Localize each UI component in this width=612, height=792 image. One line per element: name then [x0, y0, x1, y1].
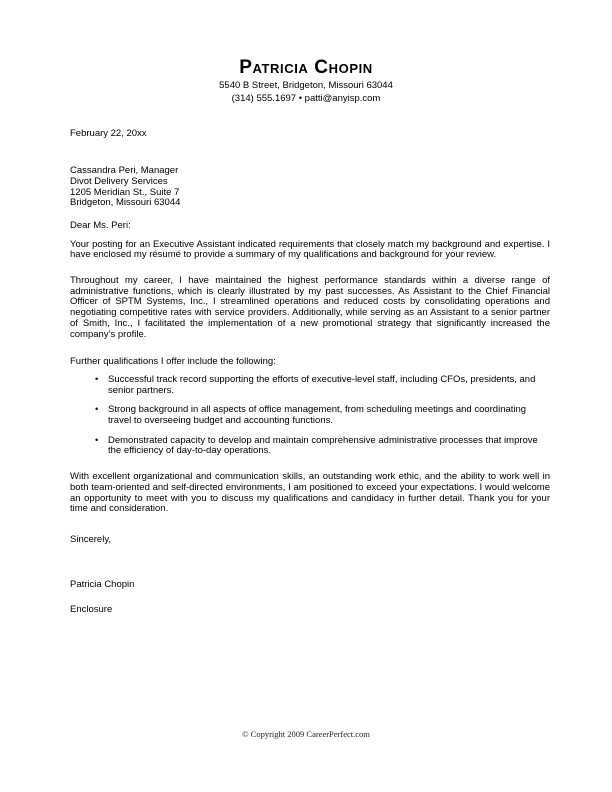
- qualification-text: Strong background in all aspects of office management, from scheduling meetings and coordinating travel to overseeing budget and accounting functions.: [108, 404, 527, 427]
- sender-address: 5540 B Street, Bridgeton, Missouri 63044: [219, 80, 393, 91]
- list-item: [95, 405, 543, 426]
- qualification-text: Successful track record supporting the efforts of executive-level staff, including CFOs, presidents, and senior partners.: [108, 373, 536, 396]
- recipient-city: Bridgeton, Missouri 63044: [70, 197, 181, 209]
- paragraph-experience: Throughout my career, I have maintained the highest performance standards within a diverse range of administrative functions, which is clearly illustrated by my past successes. As Assistant to the Chief Financial Officer of SPTM Systems, Inc., I streamlined operations and reduced costs by consolidating operations and negotiating competitive rates with service providers. Additionally, while serving as an Assistant to a senior partner of Smith, Inc., I facilitated the implementation of a new promotional strategy that significantly increased the company’s profile.: [70, 275, 550, 340]
- recipient-street: 1205 Meridian St., Suite 7: [70, 186, 180, 198]
- list-item: [95, 375, 543, 396]
- qualification-text: Demonstrated capacity to develop and maintain comprehensive administrative processes that improve the efficiency of day-to-day operations.: [108, 434, 538, 457]
- letter-body: [0, 129, 612, 616]
- sender-name: Patricia Chopin: [239, 57, 373, 78]
- list-item: [95, 436, 543, 457]
- paragraph-closing: With excellent organizational and communication skills, an outstanding work ethic, and the ability to work well in both team-oriented and self-directed environments, I am positioned to exceed your expectations. I would welcome an opportunity to meet with you to discuss my qualifications and candidacy in further detail. Thank you for your time and consideration.: [70, 471, 550, 515]
- letter-header: [0, 0, 612, 105]
- recipient-company: Divot Delivery Services: [70, 175, 168, 187]
- copyright-footer: © Copyright 2009 CareerPerfect.com: [242, 729, 370, 739]
- recipient-name: Cassandra Peri, Manager: [70, 165, 179, 177]
- signature-name: Patricia Chopin: [70, 578, 135, 590]
- sender-contact: (314) 555.1697 • patti@anyisp.com: [231, 93, 381, 105]
- qualifications-list: [95, 375, 550, 457]
- paragraph-intro: Your posting for an Executive Assistant indicated requirements that closely match my background and expertise. I have enclosed my résumé to provide a summary of my qualifications and background for your review.: [70, 238, 550, 261]
- salutation: Dear Ms. Peri:: [70, 219, 131, 231]
- qualifications-intro: Further qualifications I offer include the following:: [70, 356, 276, 368]
- enclosure-note: Enclosure: [70, 604, 113, 616]
- letter-date: February 22, 20xx: [70, 128, 147, 140]
- recipient-block: [70, 166, 550, 209]
- valediction: Sincerely,: [70, 533, 112, 545]
